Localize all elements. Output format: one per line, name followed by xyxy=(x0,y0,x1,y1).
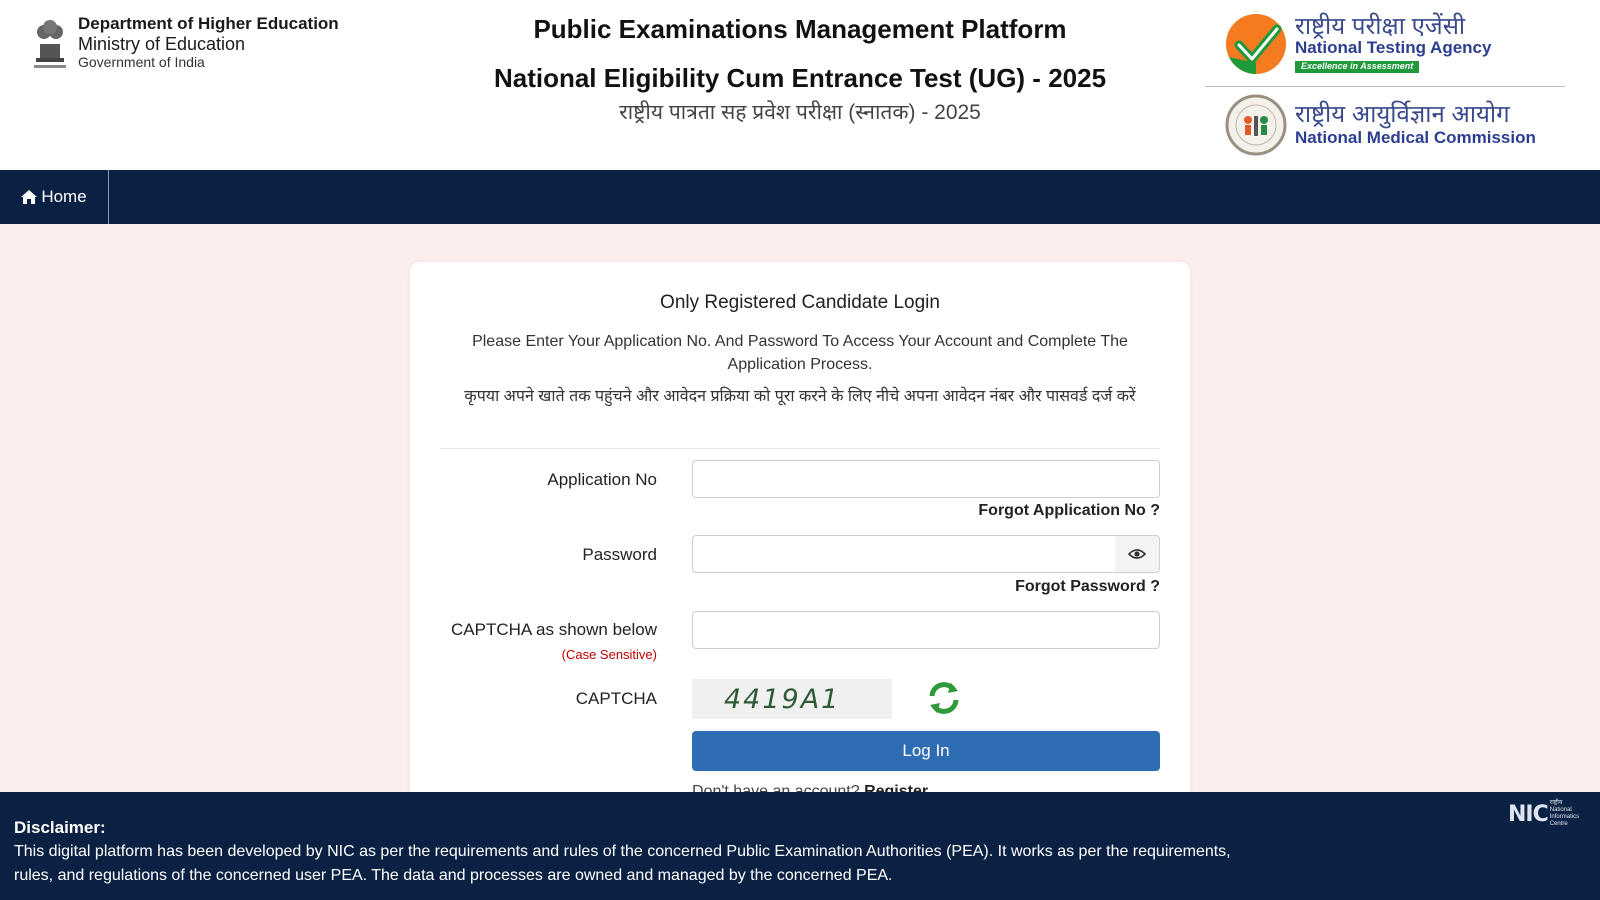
captcha-image: 4419A1 xyxy=(692,679,892,719)
site-header xyxy=(0,0,1600,170)
nta-logo xyxy=(1225,10,1585,78)
ministry-name: Ministry of Education xyxy=(78,33,246,54)
nta-name-english: National Testing Agency xyxy=(1295,38,1492,58)
home-icon xyxy=(21,190,37,204)
disclaimer-title: Disclaimer: xyxy=(14,818,106,837)
nav-home-label: Home xyxy=(41,187,87,206)
government-branding xyxy=(30,14,339,72)
exam-title-hindi: राष्ट्रीय पात्रता सह प्रवेश परीक्षा (स्नातक) - 2025 xyxy=(619,101,981,124)
show-password-button[interactable] xyxy=(1115,535,1160,573)
password-label: Password xyxy=(582,545,657,564)
login-instruction-english: Please Enter Your Application No. And Password To Access Your Account and Complete The Application Process. xyxy=(472,333,1128,373)
nmc-logo xyxy=(1225,93,1585,157)
main-navbar xyxy=(0,170,1600,224)
login-title: Only Registered Candidate Login xyxy=(660,292,940,313)
nic-logo-caption xyxy=(1550,800,1579,828)
national-emblem-icon xyxy=(30,14,70,72)
nic-caption-line: राष्ट्रीय xyxy=(1549,800,1563,806)
nmc-seal-icon xyxy=(1225,94,1287,156)
disclaimer-text: This digital platform has been developed by NIC as per the requirements and rules of the concerned Public Examination Authorities (PEA). It works as per the requirements, rules, and regulations of the concerned user PEA. The data and processes are owned and managed by the concerned PEA. xyxy=(14,843,1231,884)
nmc-name-hindi: राष्ट्रीय आयुर्विज्ञान आयोग xyxy=(1295,101,1510,129)
case-sensitive-note: (Case Sensitive) xyxy=(561,647,657,662)
department-name: Department of Higher Education xyxy=(78,14,339,33)
nic-caption-line: Centre xyxy=(1549,821,1568,827)
nav-home-link[interactable] xyxy=(0,170,109,224)
nta-name-hindi: राष्ट्रीय परीक्षा एजेंसी xyxy=(1295,13,1466,41)
nmc-name-english: National Medical Commission xyxy=(1295,127,1536,147)
captcha-label: CAPTCHA xyxy=(575,689,657,708)
agency-logos xyxy=(1225,10,1585,157)
government-name: Government of India xyxy=(78,54,205,71)
nic-caption-line: National xyxy=(1549,807,1572,813)
header-titles xyxy=(400,10,1200,126)
captcha-input-label: CAPTCHA as shown below xyxy=(451,620,657,639)
platform-title: Public Examinations Management Platform xyxy=(533,14,1067,44)
login-instruction-hindi: कृपया अपने खाते तक पहुंचने और आवेदन प्रक्रिया को पूरा करने के लिए नीचे अपना आवेदन नंबर और पासवर्ड दर्ज करें xyxy=(464,388,1136,405)
disclaimer-footer xyxy=(0,792,1600,900)
nic-caption-line: Informatics xyxy=(1549,814,1580,820)
forgot-application-link[interactable]: Forgot Application No ? xyxy=(978,502,1160,519)
captcha-input[interactable] xyxy=(692,611,1160,649)
login-button[interactable]: Log In xyxy=(692,731,1160,771)
login-card xyxy=(410,262,1190,822)
exam-title: National Eligibility Cum Entrance Test (UG) - 2025 xyxy=(493,63,1107,93)
nta-check-icon xyxy=(1225,13,1287,75)
password-input[interactable] xyxy=(692,535,1116,573)
nic-logo-text: NIC xyxy=(1508,801,1548,827)
application-no-input[interactable] xyxy=(692,460,1160,498)
application-no-label: Application No xyxy=(547,470,657,489)
nic-logo xyxy=(1508,800,1579,828)
card-divider xyxy=(440,448,1160,449)
logo-divider xyxy=(1205,86,1565,87)
eye-icon xyxy=(1128,548,1146,560)
forgot-password-link[interactable]: Forgot Password ? xyxy=(1015,578,1160,595)
nta-tagline: Excellence in Assessment xyxy=(1295,61,1419,72)
refresh-captcha-icon[interactable] xyxy=(925,679,963,717)
